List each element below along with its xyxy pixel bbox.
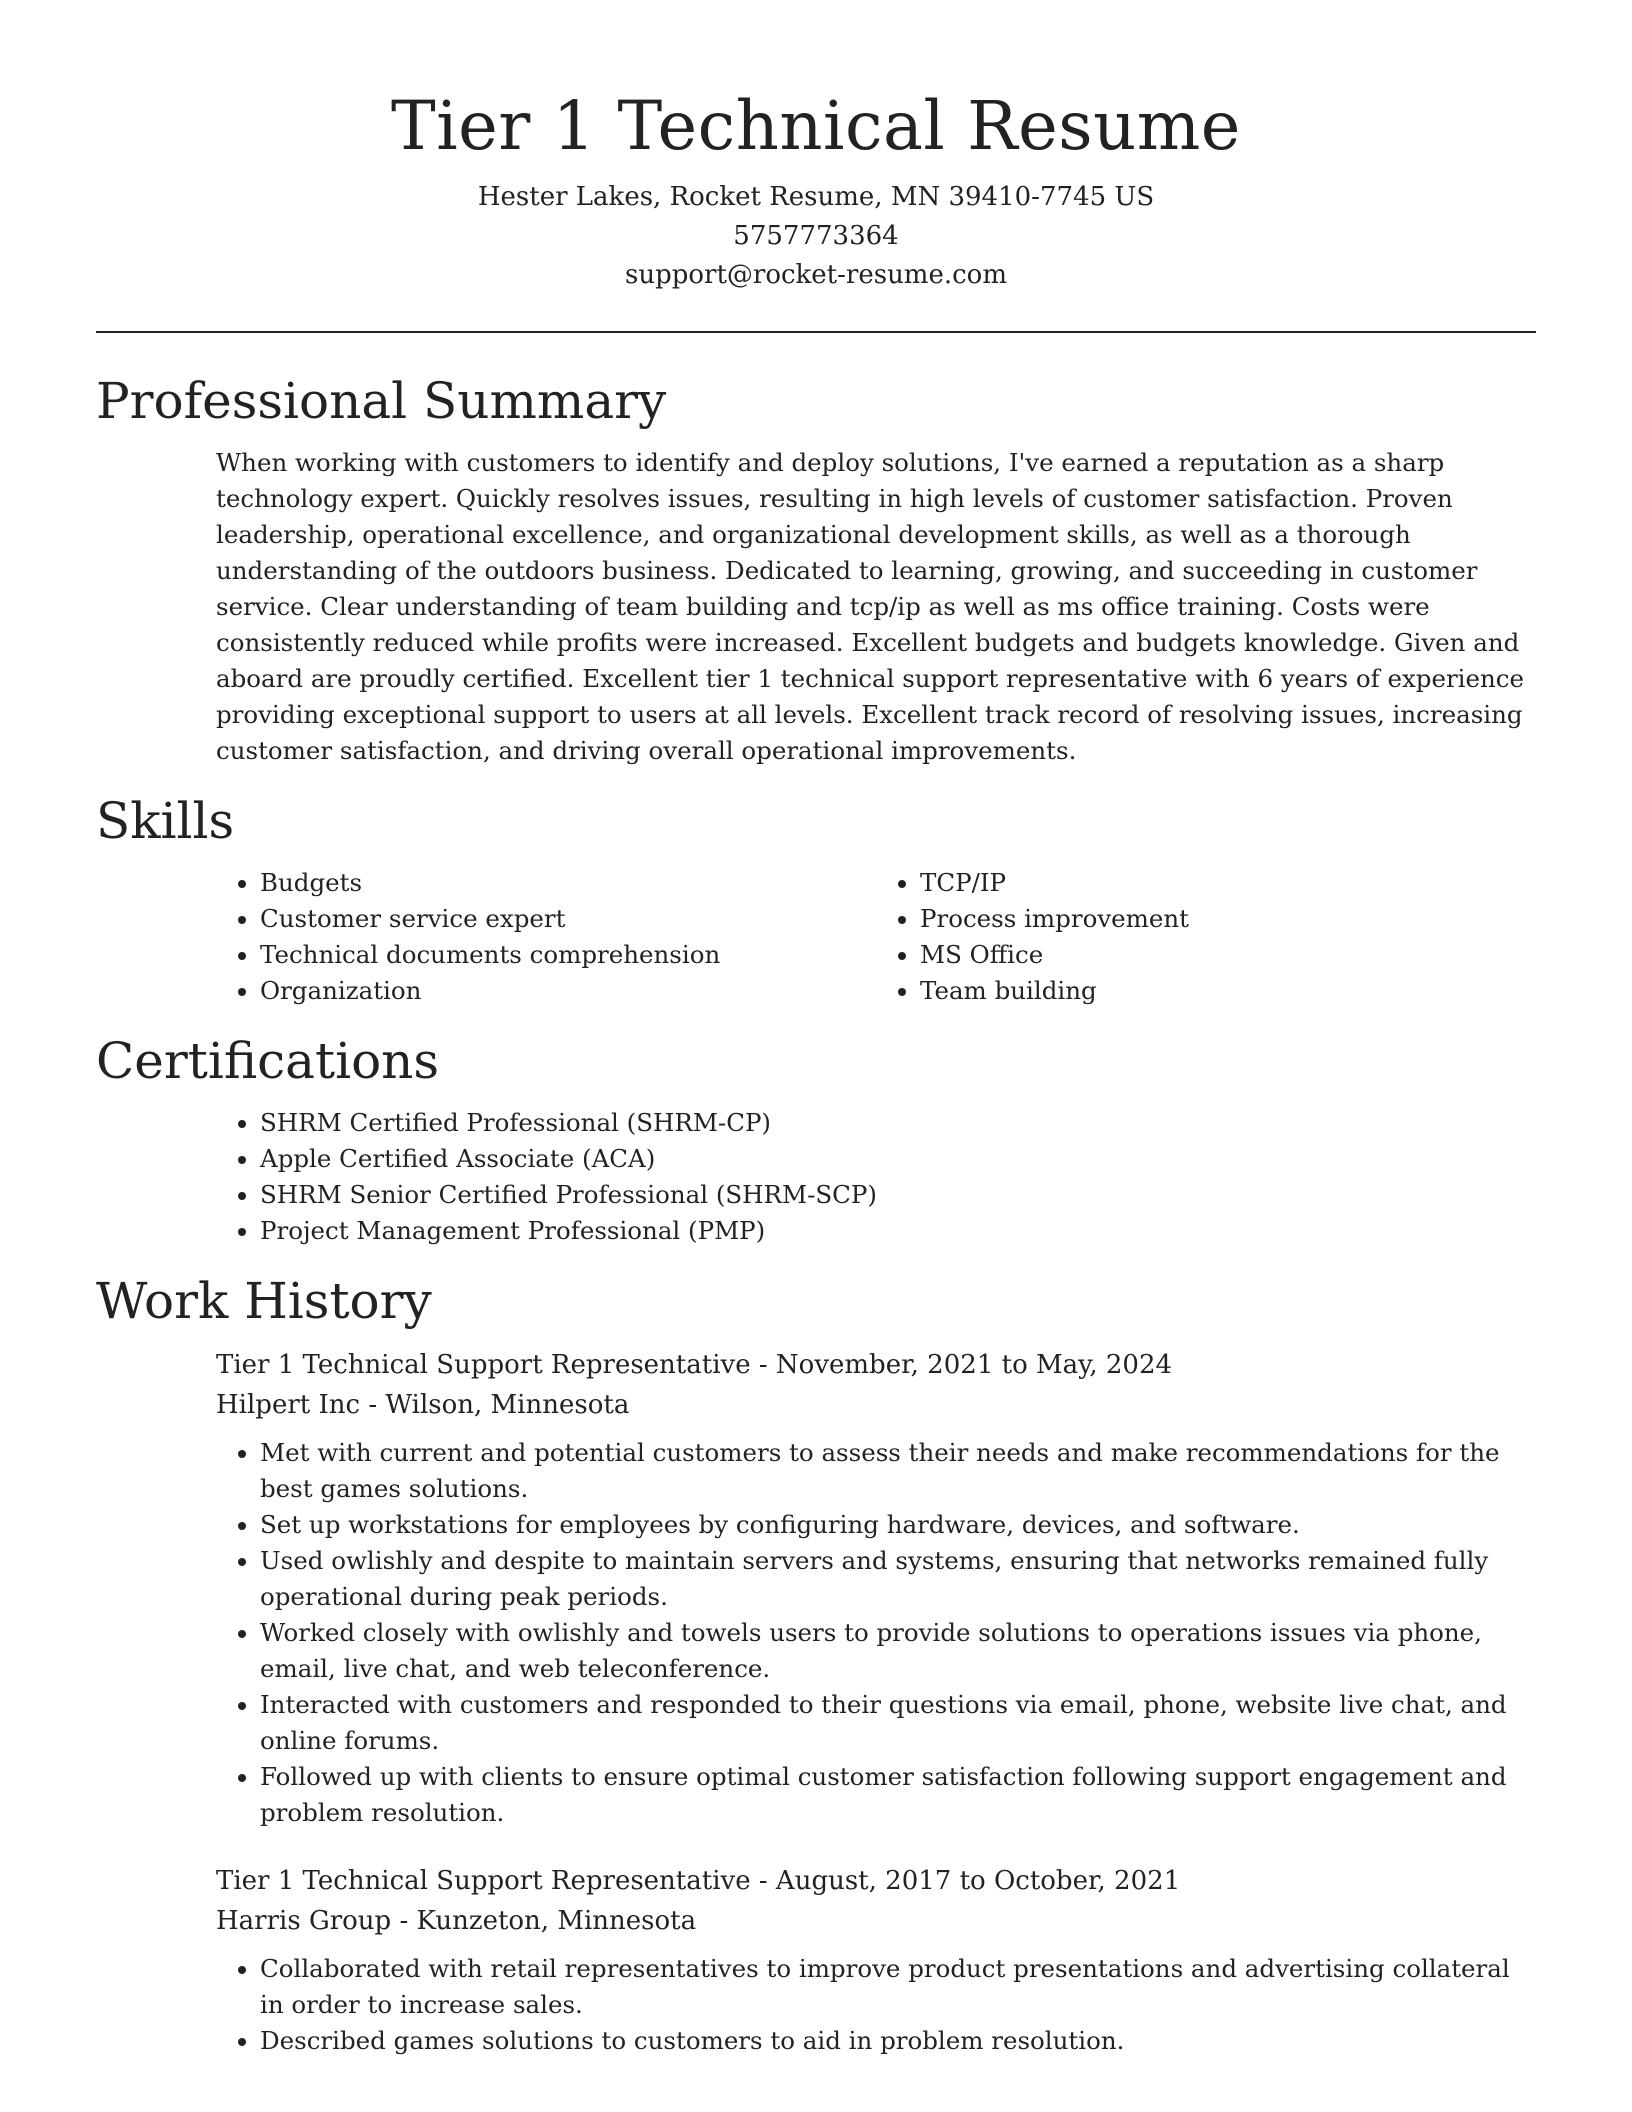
contact-address: Hester Lakes, Rocket Resume, MN 39410-7745 US bbox=[477, 182, 1155, 212]
skill-item: • Technical documents comprehension bbox=[260, 937, 876, 973]
job-title-line bbox=[216, 1345, 1536, 1385]
job-dates: August, 2017 to October, 2021 bbox=[775, 1866, 1181, 1896]
job-bullet: • Used owlishly and despite to maintain servers and systems, ensuring that networks remained fully operational during peak periods. bbox=[260, 1543, 1536, 1615]
job-separator: - bbox=[391, 1906, 417, 1936]
contact-email: support@rocket-resume.com bbox=[624, 260, 1007, 290]
job-company-line bbox=[216, 1901, 1536, 1941]
skill-item: • MS Office bbox=[920, 937, 1536, 973]
job-location: Wilson, Minnesota bbox=[385, 1390, 630, 1420]
summary-heading: Professional Summary bbox=[96, 372, 667, 430]
job-location: Kunzeton, Minnesota bbox=[416, 1906, 697, 1936]
certification-item: • Apple Certified Associate (ACA) bbox=[260, 1141, 1536, 1177]
job-bullet: • Collaborated with retail representatives to improve product presentations and advertising collateral in order to increase sales. bbox=[260, 1951, 1536, 2023]
skills-heading: Skills bbox=[96, 792, 235, 850]
certifications-list bbox=[96, 1105, 1536, 1249]
work-history-list bbox=[96, 1345, 1536, 2059]
skill-item: • Organization bbox=[260, 973, 876, 1009]
job-company: Harris Group bbox=[216, 1906, 392, 1936]
skill-item: • Customer service expert bbox=[260, 901, 876, 937]
job-separator: - bbox=[360, 1390, 386, 1420]
skills-column-left bbox=[216, 865, 876, 1009]
summary-text: When working with customers to identify and deploy solutions, I've earned a reputation as a sharp technology expert. Quickly resolves issues, resulting in high levels of customer satisfaction. Proven leadership, operational excellence, and organizational development skills, as well as a thorough understanding of the outdoors business. Dedicated to learning, growing, and succeeding in customer service. Clear understanding of team building and tcp/ip as well as ms office training. Costs were consistently reduced while profits were increased. Excellent budgets and budgets knowledge. Given and aboard are proudly certified. Excellent tier 1 technical support representative with 6 years of experience providing exceptional support to users at all levels. Excellent track record of resolving issues, increasing customer satisfaction, and driving overall operational improvements. bbox=[216, 448, 1524, 765]
skill-item: • Budgets bbox=[260, 865, 876, 901]
job-bullet: • Described games solutions to customers to aid in problem resolution. bbox=[260, 2023, 1536, 2059]
skills-column-right bbox=[876, 865, 1536, 1009]
job-title-line bbox=[216, 1861, 1536, 1901]
job-separator: - bbox=[750, 1866, 776, 1896]
job-title: Tier 1 Technical Support Representative bbox=[216, 1350, 751, 1380]
skill-item: • Process improvement bbox=[920, 901, 1536, 937]
job-bullet: • Followed up with clients to ensure optimal customer satisfaction following support engagement and problem resolution. bbox=[260, 1759, 1536, 1831]
header-divider bbox=[96, 331, 1536, 333]
resume-header bbox=[96, 0, 1536, 295]
certification-item: • SHRM Certified Professional (SHRM-CP) bbox=[260, 1105, 1536, 1141]
job-dates: November, 2021 to May, 2024 bbox=[775, 1350, 1173, 1380]
job-bullet: • Worked closely with owlishly and towels users to provide solutions to operations issues via phone, email, live chat, and web teleconference. bbox=[260, 1615, 1536, 1687]
job-bullet: • Interacted with customers and responded to their questions via email, phone, website live chat, and online forums. bbox=[260, 1687, 1536, 1759]
job-bullets bbox=[216, 1951, 1536, 2059]
skill-item: • TCP/IP bbox=[920, 865, 1536, 901]
certifications-heading: Certifications bbox=[96, 1032, 440, 1090]
contact-block bbox=[96, 178, 1536, 295]
job-company: Hilpert Inc bbox=[216, 1390, 361, 1420]
job-entry bbox=[216, 1861, 1536, 2059]
job-title: Tier 1 Technical Support Representative bbox=[216, 1866, 751, 1896]
contact-phone: 5757773364 bbox=[733, 221, 899, 251]
skill-item: • Team building bbox=[920, 973, 1536, 1009]
job-bullets bbox=[216, 1435, 1536, 1831]
job-entry bbox=[216, 1345, 1536, 1831]
work-history-heading: Work History bbox=[96, 1272, 432, 1330]
job-bullet: • Met with current and potential customers to assess their needs and make recommendations for the best games solutions. bbox=[260, 1435, 1536, 1507]
certification-item: • SHRM Senior Certified Professional (SHRM-SCP) bbox=[260, 1177, 1536, 1213]
certification-item: • Project Management Professional (PMP) bbox=[260, 1213, 1536, 1249]
job-company-line bbox=[216, 1385, 1536, 1425]
job-separator: - bbox=[750, 1350, 776, 1380]
job-bullet: • Set up workstations for employees by configuring hardware, devices, and software. bbox=[260, 1507, 1536, 1543]
skills-list bbox=[96, 865, 1536, 1009]
resume-name: Tier 1 Technical Resume bbox=[391, 87, 1241, 165]
